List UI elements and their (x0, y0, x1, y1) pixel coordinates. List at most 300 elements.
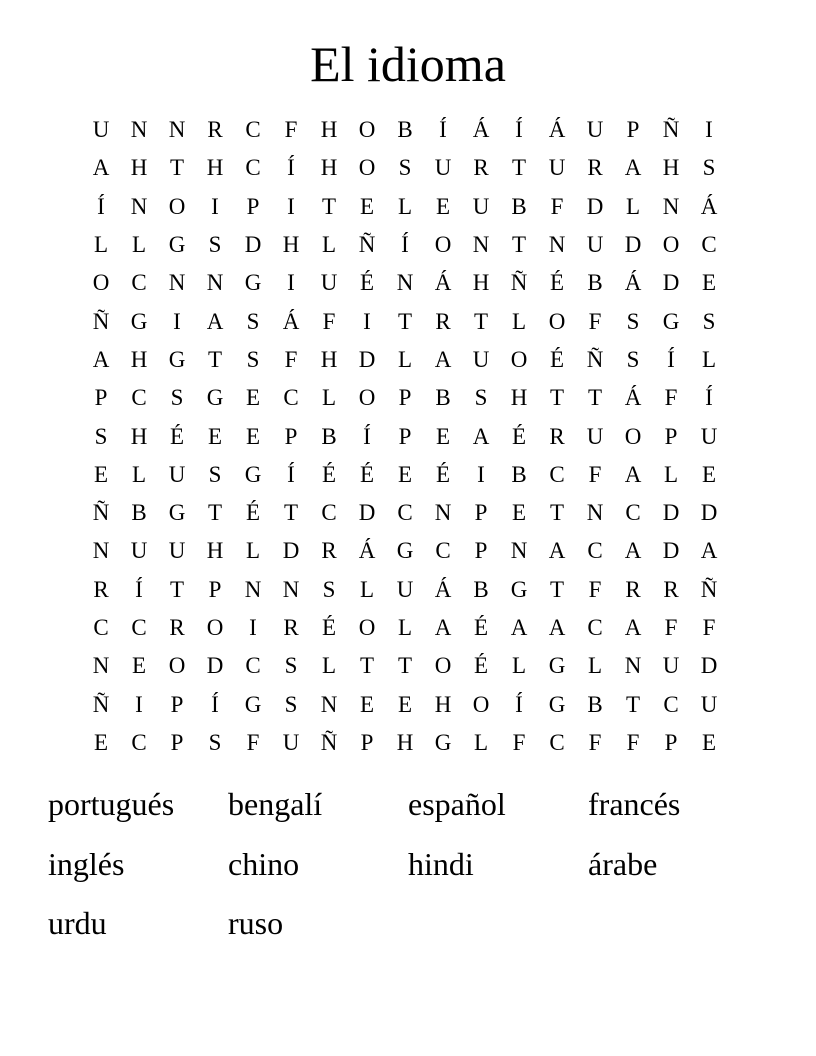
grid-letter: S (284, 653, 298, 679)
grid-letter: F (246, 729, 260, 755)
grid-letter: G (168, 232, 186, 258)
word-list-item: chino (228, 845, 300, 882)
grid-letter: N (434, 500, 452, 526)
grid-letter: G (168, 346, 186, 372)
grid-row (82, 647, 728, 685)
grid-letter: S (284, 691, 298, 717)
grid-letter: E (359, 193, 375, 219)
grid-letter: F (284, 117, 298, 143)
grid-letter: B (511, 461, 527, 487)
grid-letter: N (586, 500, 604, 526)
grid-letter: N (168, 270, 186, 296)
grid-letter: R (625, 576, 641, 602)
grid-letter: E (131, 653, 147, 679)
grid-letter: E (701, 461, 717, 487)
grid-letter: T (397, 308, 413, 334)
grid-letter: Í (515, 117, 523, 143)
grid-letter: I (135, 691, 143, 717)
grid-letter: L (321, 232, 337, 258)
grid-letter: C (625, 500, 641, 526)
grid-letter: L (321, 385, 337, 411)
grid-letter: T (321, 193, 337, 219)
grid-letter: L (397, 346, 413, 372)
grid-letter: G (434, 729, 452, 755)
grid-letter: A (92, 155, 110, 181)
grid-letter: Ñ (320, 729, 338, 755)
grid-letter: B (587, 270, 603, 296)
grid-letter: P (246, 193, 260, 219)
grid-letter: C (663, 691, 679, 717)
grid-letter: N (510, 538, 528, 564)
grid-letter: H (320, 346, 338, 372)
grid-letter: O (358, 117, 376, 143)
grid-letter: F (322, 308, 336, 334)
grid-letter: Á (548, 117, 566, 143)
grid-letter: R (587, 155, 603, 181)
grid-letter: É (511, 423, 527, 449)
grid-letter: P (208, 576, 222, 602)
grid-letter: P (398, 385, 412, 411)
grid-letter: É (321, 461, 337, 487)
grid-letter: O (358, 615, 376, 640)
grid-row (82, 149, 728, 187)
grid-letter: U (434, 155, 452, 181)
grid-letter: Ñ (92, 308, 110, 334)
grid-letter: G (244, 691, 262, 717)
grid-letter: I (287, 270, 295, 296)
grid-letter: I (211, 193, 219, 219)
grid-letter: C (321, 500, 337, 526)
grid-letter: F (588, 576, 602, 602)
grid-row (82, 724, 728, 762)
grid-letter: O (358, 155, 376, 181)
grid-row (82, 379, 728, 417)
grid-letter: P (474, 538, 488, 564)
grid-letter: O (510, 346, 528, 372)
grid-letter: R (435, 308, 451, 334)
grid-letter: Á (358, 538, 376, 564)
grid-letter: G (662, 308, 680, 334)
word-list-item: inglés (48, 845, 125, 882)
letter-grid (82, 111, 728, 762)
grid-letter: É (435, 461, 451, 487)
grid-letter: T (473, 308, 489, 334)
grid-letter: U (130, 538, 148, 564)
grid-letter: D (358, 346, 376, 372)
grid-letter: C (245, 653, 261, 679)
grid-letter: Á (282, 308, 300, 334)
grid-letter: N (396, 270, 414, 296)
grid-letter: S (246, 346, 260, 372)
grid-letter: G (244, 461, 262, 487)
grid-letter: E (397, 461, 413, 487)
grid-letter: S (208, 232, 222, 258)
grid-letter: Í (515, 691, 523, 717)
grid-row (82, 341, 728, 379)
grid-letter: B (131, 500, 147, 526)
grid-letter: P (626, 117, 640, 143)
grid-letter: U (472, 346, 490, 372)
grid-letter: E (435, 193, 451, 219)
grid-row (82, 494, 728, 532)
grid-letter: G (244, 270, 262, 296)
grid-row (82, 226, 728, 264)
grid-row (82, 571, 728, 609)
grid-letter: D (662, 538, 680, 564)
grid-letter: P (474, 500, 488, 526)
grid-letter: H (662, 155, 680, 181)
grid-letter: Á (624, 270, 642, 296)
grid-letter: F (588, 461, 602, 487)
grid-row (82, 302, 728, 340)
grid-letter: I (363, 308, 371, 334)
grid-letter: Í (667, 346, 675, 372)
grid-letter: H (472, 270, 490, 296)
grid-letter: É (359, 270, 375, 296)
grid-letter: G (548, 653, 566, 679)
grid-letter: L (587, 653, 603, 679)
grid-letter: T (549, 500, 565, 526)
grid-letter: L (397, 615, 413, 640)
grid-letter: S (208, 729, 222, 755)
grid-letter: É (473, 653, 489, 679)
grid-letter: E (245, 423, 261, 449)
grid-letter: R (473, 155, 489, 181)
word-list-item: francés (588, 786, 681, 822)
grid-row (82, 609, 728, 647)
grid-letter: S (474, 385, 488, 411)
grid-letter: C (93, 615, 109, 640)
grid-letter: T (549, 385, 565, 411)
grid-letter: F (512, 729, 526, 755)
grid-letter: Ñ (700, 576, 718, 602)
grid-letter: N (548, 232, 566, 258)
grid-letter: F (664, 615, 678, 640)
grid-letter: Í (287, 155, 295, 181)
grid-letter: E (207, 423, 223, 449)
grid-letter: N (624, 653, 642, 679)
grid-letter: G (206, 385, 224, 411)
grid-letter: N (472, 232, 490, 258)
grid-letter: N (92, 538, 110, 564)
grid-letter: U (586, 423, 604, 449)
grid-letter: C (549, 729, 565, 755)
grid-letter: R (321, 538, 337, 564)
grid-letter: G (510, 576, 528, 602)
grid-letter: T (359, 653, 375, 679)
grid-letter: B (435, 385, 451, 411)
grid-letter: G (396, 538, 414, 564)
grid-letter: A (510, 615, 528, 640)
grid-letter: S (246, 308, 260, 334)
grid-letter: T (207, 346, 223, 372)
grid-letter: C (131, 615, 147, 640)
grid-letter: É (245, 500, 261, 526)
grid-letter: N (130, 193, 148, 219)
grid-letter: É (549, 346, 565, 372)
word-list-item: ruso (228, 905, 284, 941)
grid-letter: L (511, 653, 527, 679)
grid-letter: O (472, 691, 490, 717)
grid-letter: N (244, 576, 262, 602)
grid-letter: Ñ (92, 691, 110, 717)
word-list-item: hindi (408, 845, 474, 882)
word-list (48, 780, 768, 959)
grid-letter: T (549, 576, 565, 602)
grid-letter: A (624, 615, 642, 640)
grid-letter: T (283, 500, 299, 526)
grid-letter: O (206, 615, 224, 640)
grid-letter: H (206, 155, 224, 181)
grid-letter: Á (700, 193, 718, 219)
grid-letter: E (245, 385, 261, 411)
grid-letter: E (701, 729, 717, 755)
grid-letter: A (434, 346, 452, 372)
grid-letter: Ñ (586, 346, 604, 372)
grid-letter: C (283, 385, 299, 411)
grid-letter: D (662, 270, 680, 296)
grid-letter: U (700, 691, 718, 717)
grid-letter: F (550, 193, 564, 219)
grid-letter: U (586, 232, 604, 258)
grid-letter: B (321, 423, 337, 449)
grid-letter: H (130, 155, 148, 181)
grid-letter: N (92, 653, 110, 679)
grid-letter: S (702, 155, 716, 181)
grid-letter: L (131, 461, 147, 487)
grid-letter: A (624, 538, 642, 564)
grid-letter: A (624, 155, 642, 181)
grid-letter: D (282, 538, 300, 564)
grid-letter: L (663, 461, 679, 487)
grid-letter: G (168, 500, 186, 526)
grid-letter: U (168, 461, 186, 487)
grid-letter: S (398, 155, 412, 181)
grid-row (82, 188, 728, 226)
grid-letter: U (700, 423, 718, 449)
grid-letter: I (249, 615, 257, 640)
grid-letter: Ñ (92, 500, 110, 526)
grid-letter: T (587, 385, 603, 411)
grid-letter: U (92, 117, 110, 143)
grid-letter: R (169, 615, 185, 640)
grid-letter: L (397, 193, 413, 219)
grid-letter: A (206, 308, 224, 334)
grid-letter: D (358, 500, 376, 526)
grid-letter: A (700, 538, 718, 564)
grid-letter: N (320, 691, 338, 717)
grid-letter: Ñ (358, 232, 376, 258)
grid-letter: T (511, 232, 527, 258)
word-list-item: urdu (48, 905, 107, 941)
grid-letter: N (130, 117, 148, 143)
grid-letter: S (94, 423, 108, 449)
grid-letter: T (169, 155, 185, 181)
grid-letter: F (626, 729, 640, 755)
grid-letter: H (130, 346, 148, 372)
grid-letter: É (359, 461, 375, 487)
grid-letter: H (282, 232, 300, 258)
grid-letter: Á (434, 270, 452, 296)
grid-row (82, 417, 728, 455)
grid-letter: U (586, 117, 604, 143)
grid-letter: U (472, 193, 490, 219)
grid-letter: H (130, 423, 148, 449)
grid-letter: D (206, 653, 224, 679)
grid-letter: E (435, 423, 451, 449)
grid-letter: T (169, 576, 185, 602)
grid-letter: C (549, 461, 565, 487)
grid-letter: Í (439, 117, 447, 143)
grid-letter: D (624, 232, 642, 258)
grid-letter: P (170, 729, 184, 755)
word-list-item: español (408, 786, 506, 822)
grid-letter: Á (472, 117, 490, 143)
grid-letter: É (321, 615, 337, 640)
grid-letter: S (170, 385, 184, 411)
grid-letter: L (131, 232, 147, 258)
grid-row (82, 111, 728, 149)
grid-letter: U (168, 538, 186, 564)
grid-letter: T (397, 653, 413, 679)
grid-letter: F (284, 346, 298, 372)
grid-letter: C (131, 385, 147, 411)
grid-letter: A (434, 615, 452, 640)
grid-letter: C (435, 538, 451, 564)
grid-letter: C (131, 270, 147, 296)
grid-letter: S (322, 576, 336, 602)
grid-letter: L (321, 653, 337, 679)
grid-letter: F (664, 385, 678, 411)
grid-letter: T (207, 500, 223, 526)
grid-letter: Ñ (510, 270, 528, 296)
grid-letter: L (359, 576, 375, 602)
grid-letter: P (664, 729, 678, 755)
grid-letter: I (173, 308, 181, 334)
grid-letter: D (662, 500, 680, 526)
grid-letter: E (359, 691, 375, 717)
grid-letter: U (396, 576, 414, 602)
grid-letter: E (511, 500, 527, 526)
grid-letter: Í (363, 423, 371, 449)
grid-letter: Í (211, 691, 219, 717)
grid-letter: D (700, 653, 718, 679)
grid-letter: S (626, 308, 640, 334)
grid-letter: C (131, 729, 147, 755)
grid-letter: H (396, 729, 414, 755)
grid-letter: T (511, 155, 527, 181)
grid-letter: Í (135, 576, 143, 602)
grid-letter: Í (705, 385, 713, 411)
grid-letter: U (282, 729, 300, 755)
grid-letter: H (320, 155, 338, 181)
grid-letter: P (284, 423, 298, 449)
grid-letter: O (92, 270, 110, 296)
grid-letter: P (360, 729, 374, 755)
grid-letter: Í (287, 461, 295, 487)
grid-letter: N (282, 576, 300, 602)
grid-letter: I (477, 461, 485, 487)
grid-letter: C (397, 500, 413, 526)
grid-letter: A (92, 346, 110, 372)
grid-letter: L (625, 193, 641, 219)
grid-letter: Á (624, 385, 642, 411)
grid-letter: E (397, 691, 413, 717)
grid-letter: N (206, 270, 224, 296)
grid-letter: D (700, 500, 718, 526)
grid-letter: S (702, 308, 716, 334)
grid-letter: E (93, 729, 109, 755)
grid-letter: O (624, 423, 642, 449)
grid-letter: R (283, 615, 299, 640)
grid-letter: T (625, 691, 641, 717)
grid-row (82, 685, 728, 723)
grid-row (82, 532, 728, 570)
word-list-item: árabe (588, 845, 658, 882)
grid-letter: I (287, 193, 295, 219)
grid-letter: L (245, 538, 261, 564)
grid-letter: F (588, 729, 602, 755)
grid-letter: U (320, 270, 338, 296)
grid-letter: B (587, 691, 603, 717)
grid-letter: C (701, 232, 717, 258)
grid-letter: U (662, 653, 680, 679)
grid-letter: R (663, 576, 679, 602)
grid-letter: F (702, 615, 716, 640)
grid-letter: O (662, 232, 680, 258)
page-title: El idioma (310, 36, 506, 92)
grid-letter: P (94, 385, 108, 411)
grid-letter: E (701, 270, 717, 296)
grid-letter: P (664, 423, 678, 449)
grid-letter: I (705, 117, 713, 143)
grid-letter: F (588, 308, 602, 334)
grid-letter: U (548, 155, 566, 181)
grid-letter: L (511, 308, 527, 334)
grid-letter: O (434, 232, 452, 258)
grid-row (82, 264, 728, 302)
grid-letter: A (548, 615, 566, 640)
grid-letter: L (93, 232, 109, 258)
word-list-item: portugués (48, 786, 175, 822)
grid-letter: O (434, 653, 452, 679)
grid-letter: A (472, 423, 490, 449)
grid-letter: Ñ (662, 117, 680, 143)
grid-letter: C (587, 615, 603, 640)
grid-letter: P (398, 423, 412, 449)
word-list-item: bengalí (228, 786, 323, 822)
grid-letter: L (701, 346, 717, 372)
grid-letter: C (587, 538, 603, 564)
grid-letter: É (549, 270, 565, 296)
grid-letter: D (586, 193, 604, 219)
grid-letter: S (626, 346, 640, 372)
grid-letter: Í (97, 193, 105, 219)
grid-letter: B (473, 576, 489, 602)
grid-letter: A (624, 461, 642, 487)
grid-letter: E (93, 461, 109, 487)
grid-letter: C (245, 117, 261, 143)
grid-letter: É (473, 615, 489, 640)
grid-letter: H (206, 538, 224, 564)
grid-letter: A (548, 538, 566, 564)
grid-letter: B (511, 193, 527, 219)
grid-letter: Á (434, 576, 452, 602)
grid-letter: B (397, 117, 413, 143)
grid-letter: É (169, 423, 185, 449)
grid-letter: Í (401, 232, 409, 258)
grid-letter: O (168, 193, 186, 219)
